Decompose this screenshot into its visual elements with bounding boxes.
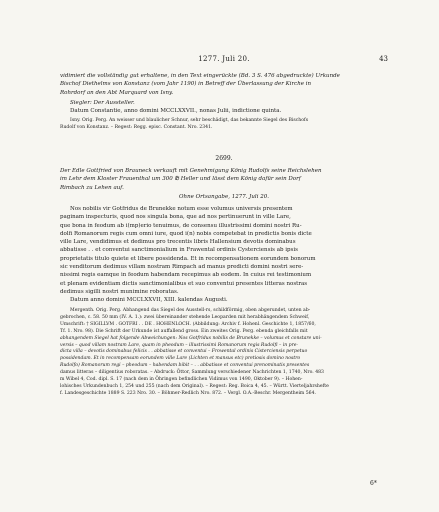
signature-mark: 6* xyxy=(370,480,377,487)
note-line: damus litteras – diligentius roboratas. – Abdruck: Öttor, Sammlung verschiedener Nachrichten 1, 1740, Nro. 483 xyxy=(60,370,324,376)
summary-line: Rohrdorf an den Abt Marquard von Isny. xyxy=(60,89,174,96)
body-line: ville Lare, vendidimus et dedimus pro trecentis libris Hallensium devotis dominabus xyxy=(60,239,296,246)
siegler-line: Siegler: Der Aussteller. xyxy=(70,100,135,106)
body-line: sic venditorum dedimus villam nostram Rimpach ad manus predicti domini nostri sere- xyxy=(60,264,304,271)
note-line: versis – quod villam nostram Lare, quam in pheodum – illustrissimi Romanorum regis Rudolfi – in pre- xyxy=(60,342,299,348)
body-line: abbatisse . . et conventui sanctimonialium in Frawental ordinis Cysterciensis ab ipsis xyxy=(60,247,298,254)
summary-line: Der Edle Gottfried von Brauneck verkauft mit Genehmigung König Rudolfs seine Reichslehen xyxy=(60,168,322,174)
document-notes xyxy=(60,308,388,398)
datum-line: Datum Constantie, anno domini MCCLXXVII., nonas Julii, indictione quinta. xyxy=(70,108,282,115)
note-line: lohisches Urkundenbuch 1, 254 und 255 (nach dem Original). – Regest: Reg. Boica 4, 45. – Württ. Vierteljahrshefte xyxy=(60,383,329,389)
document-body xyxy=(60,205,388,305)
summary-line: Rimbach zu Lehen auf. xyxy=(60,184,124,191)
previous-document-notes xyxy=(60,118,388,132)
previous-document-body xyxy=(60,99,388,116)
body-line: Nos nobilis vir Gotfridus de Brunekke notum esse volumus universis presentem xyxy=(70,206,293,212)
body-line: que bona in feodum ab i(mp)erio tenuimus, de consensu illustrissimi domini nostri Ru- xyxy=(60,222,302,229)
note-line: Rudolfo) Romanorum regi – pheodum – habendam bibit – . . abbatisse et conventui prenominatis presentes xyxy=(60,363,310,369)
note-line: m Wibel 4, Cod. dipl. S. 17 (nach dem in Öhringen befindlichen Vidimus von 1490, Oktober 9). – Hohen- xyxy=(60,377,303,383)
document-summary xyxy=(60,167,388,192)
body-line: et plenam evidentiam dictis sanctimonialibus et suo conventui presentes litteras nostras xyxy=(60,280,308,287)
note-line: Isny. Orig. Perg. An weisser und blaulicher Schnur, sehr beschädigt, das bekannte Siegel des Bischofs xyxy=(70,118,309,123)
note-line: dicta villa – devotis dominabus felicis . . abbatisse et conventui – Frowental ordinis Cisterciensis perpetuo xyxy=(60,349,308,355)
summary-line: im Lehr dem Kloster Frauenthal um 300 ℔ Heller und lässt dem König dafür sein Dorf xyxy=(60,176,301,183)
summary-line: vidimiert die vollständig gut erhaltene, in den Text eingerückte (Bd. 3 S. 476 abgedruckte) Urkunde xyxy=(60,73,340,79)
body-line: dedimus sigilli nostri munimine roboratas. xyxy=(60,288,179,295)
body-line: proprietatis titulo quiete et libere possidenda. Et in recompensationem eorundem bonorum xyxy=(60,255,316,262)
note-line: Umschrift: † SIGILLVM . GOTFRI . . DE . HOHENLOCH. (Abbildung: Archiv f. Hohenl. Geschichte 1, 1857/60, xyxy=(60,321,316,327)
note-line: possidendam. Et in recompensam eorundem ville Lare (Lichten et mansus etc) pretiosis domino nostro xyxy=(60,356,301,362)
previous-document-summary xyxy=(60,72,388,97)
note-line: gebrochen, c. 58. 50 mm (IV. A. 1.): zwei übereinander stehende Leoparden mit herabhängendem Schweif, xyxy=(60,314,310,320)
datum-line: Datum anno domini MCCLXXVII, XIII. kalendas Augusti. xyxy=(70,297,228,304)
summary-line: Bischof Diethelms von Konstanz (vom Jahr 1190) in Betreff der Überlassung der Kirche in xyxy=(60,81,312,88)
page-number: 43 xyxy=(379,55,388,63)
dateline: Ohne Ortsangabe, 1277. Juli 20. xyxy=(179,194,269,200)
note-line: Tf. 1. Nro. 98). Die Schrift der Urkunde ist auffallend gross. Ein zweites Orig. Perg. ebenda gleichfalls mit xyxy=(60,328,308,334)
body-line: dolfi Romanorum regis cum omni iure, quod i(n) nobis competebat in predictis bonis dicte xyxy=(60,230,312,237)
body-line: nissimi regis eamque in feodum habendam recepimus ab eodem. In cuius rei testimonium xyxy=(60,272,312,279)
note-line: Rudolf von Konstanz. – Regest: Regg. episc. Constant. Nro. 2341. xyxy=(60,124,213,130)
document-number: 2699. xyxy=(215,155,233,162)
note-line: f. Landesgeschichte 1889 S. 223 Nro. 30. – Böhmer-Redlich Nro. 872. – Vergl. O.A.-Beschr. Mergentheim 564. xyxy=(60,390,316,396)
running-title: 1277. Juli 20. xyxy=(198,55,250,63)
note-line: Mergenth. Orig. Perg. Abhangend das Siegel des Ausstell-rs, schildförmig, oben abgerundet, unten ab- xyxy=(70,308,311,313)
body-line: paginam inspecturis, quod nos singula bona, que ad nos pertinuerunt in ville Lare, xyxy=(60,214,291,221)
note-line: abhangendem Siegel hat folgende Abweichungen: Nos Gotfridus nobilis de Brunekke – volumus et constare uni- xyxy=(60,335,322,341)
